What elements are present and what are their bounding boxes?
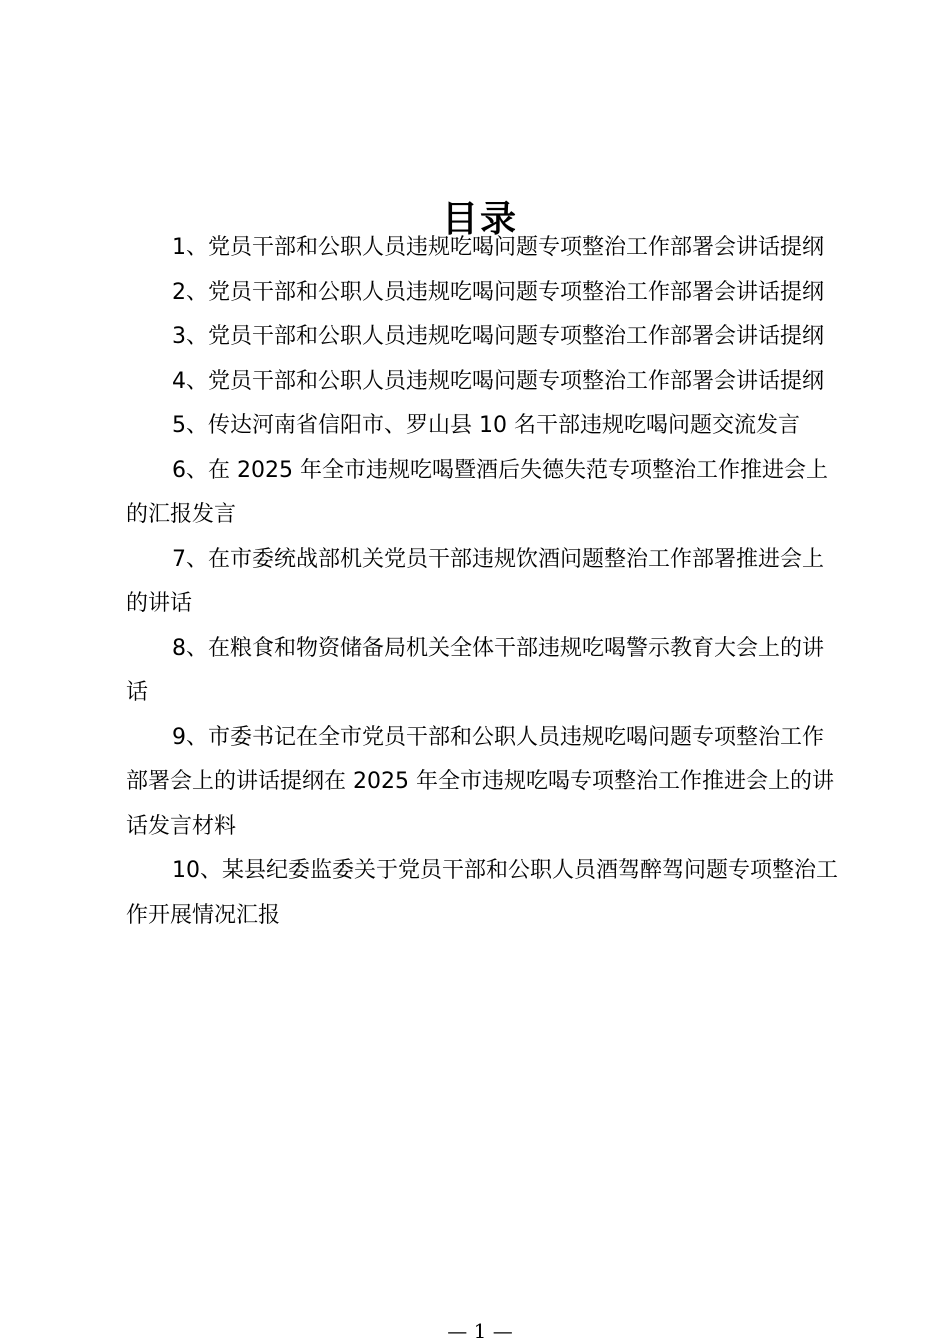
toc-item-3: 3、党员干部和公职人员违规吃喝问题专项整治工作部署会讲话提纲 (172, 324, 824, 349)
toc-item-10: 10、某县纪委监委关于党员干部和公职人员酒驾醉驾问题专项整治工作开展情况汇报 (126, 858, 838, 928)
toc-item-1: 1、党员干部和公职人员违规吃喝问题专项整治工作部署会讲话提纲 (172, 235, 824, 260)
toc-item-4: 4、党员干部和公职人员违规吃喝问题专项整治工作部署会讲话提纲 (172, 368, 824, 394)
toc-item-6: 6、在 2025 年全市违规吃喝暨酒后失德失范专项整治工作推进会上的汇报发言 (126, 457, 828, 527)
toc-item-7: 7、在市委统战部机关党员干部违规饮酒问题整治工作部署推进会上的讲话 (126, 546, 824, 616)
toc-item-2: 2、党员干部和公职人员违规吃喝问题专项整治工作部署会讲话提纲 (172, 279, 824, 305)
page-number: — 1 — (447, 1319, 513, 1343)
toc-item-9: 9、市委书记在全市党员干部和公职人员违规吃喝问题专项整治工作部署会上的讲话提纲在 2025 年全市违规吃喝专项整治工作推进会上的讲话发言材料 (126, 724, 834, 839)
toc-item-8: 8、在粮食和物资储备局机关全体干部违规吃喝警示教育大会上的讲话 (126, 635, 824, 705)
table-of-contents (126, 226, 838, 938)
page-title: 目录 (441, 199, 518, 241)
toc-item-5: 5、传达河南省信阳市、罗山县 10 名干部违规吃喝问题交流发言 (172, 413, 800, 438)
